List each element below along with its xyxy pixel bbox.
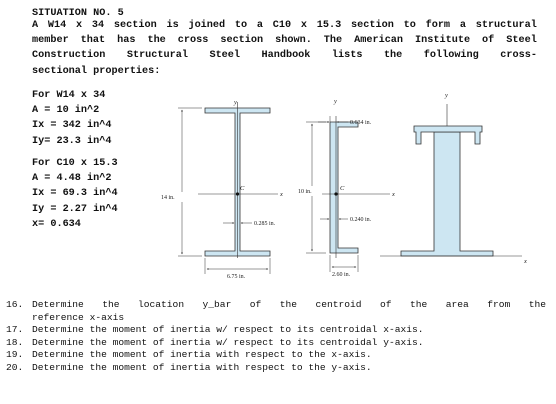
statement-word: section: [220, 35, 264, 47]
question-item: [6, 299, 546, 312]
c10-xbar: x= 0.634: [32, 218, 81, 230]
statement-word: x: [76, 20, 83, 31]
w14-centroid-dot: [236, 192, 239, 195]
statement-word: structural: [475, 20, 537, 31]
w14-properties: [32, 88, 111, 149]
statement-word: Steel: [506, 35, 537, 47]
statement-word: member: [32, 35, 69, 47]
question-number: 16.: [6, 299, 24, 310]
question-number: 20.: [6, 361, 24, 373]
statement-word: American: [354, 35, 404, 47]
c10-xbar-label: 0.634 in.: [350, 120, 372, 126]
question-text: Determine the moment of inertia with respect to the y-axis.: [32, 361, 372, 373]
question-text: Determine the location y_bar of the centroid of the area from the: [32, 299, 546, 310]
statement-word: 15.3: [316, 20, 342, 31]
c10-depth-label: 10 in.: [298, 189, 312, 195]
statement-word: x: [300, 20, 308, 31]
question-number: 19.: [6, 349, 24, 361]
statement-word: has: [117, 35, 136, 47]
statement-line-2: [32, 33, 537, 48]
c10-iy: Iy = 2.27 in^4: [32, 203, 118, 215]
cross-section-figure: [150, 86, 546, 290]
statement-line-1: [32, 18, 537, 33]
statement-word: sectional properties:: [32, 65, 161, 77]
w14-web-label: 0.285 in.: [254, 221, 276, 227]
c10-properties: [32, 156, 118, 232]
statement-word: form: [425, 20, 451, 31]
statement-word: The: [323, 35, 343, 47]
statement-word: Handbook: [261, 50, 311, 62]
c10-web-label: 0.240 in.: [350, 217, 372, 223]
statement-word: 34: [91, 20, 105, 31]
c10-section: [297, 98, 395, 278]
question-number: 17.: [6, 324, 24, 336]
statement-word: A: [32, 20, 39, 31]
c10-ix: Ix = 69.3 in^4: [32, 188, 118, 200]
question-list: [6, 299, 546, 375]
w14-heading: For W14 x 34: [32, 90, 106, 101]
c10-heading: For C10 x 15.3: [32, 158, 118, 169]
w14-iy: Iy= 23.3 in^4: [32, 135, 112, 147]
problem-statement: [32, 18, 537, 79]
w14-x-axis-label: x: [280, 191, 283, 198]
statement-word: C10: [272, 20, 292, 31]
question-text: Determine the moment of inertia with respect to the x-axis.: [32, 349, 372, 361]
w14-depth-label: 14 in.: [161, 195, 175, 201]
w14-y-axis-label: y: [234, 99, 237, 106]
question-item: [6, 337, 546, 350]
statement-word: the: [383, 50, 403, 62]
c10-centroid-dot: [334, 192, 337, 195]
w14-area: A = 10 in^2: [32, 105, 100, 117]
c10-flange-label: 2.60 in.: [332, 272, 351, 278]
statement-line-3: [32, 48, 537, 63]
c10-y-axis-label: y: [334, 98, 337, 105]
statement-word: Institute: [415, 35, 471, 47]
statement-word: section: [113, 20, 157, 31]
statement-word: that: [80, 35, 106, 47]
question-text-continued: reference x-axis: [32, 311, 125, 323]
question-text: Determine the moment of inertia w/ respect to its centroidal x-axis.: [32, 324, 424, 336]
statement-word: to: [234, 20, 248, 31]
statement-word: to: [403, 20, 416, 31]
statement-word: Construction: [32, 50, 106, 62]
situation-title: SITUATION NO. 5: [32, 8, 124, 19]
w14-centroid-label: C: [240, 185, 245, 192]
question-item: [6, 362, 546, 375]
question-number: 18.: [6, 336, 24, 348]
statement-word: shown.: [275, 35, 312, 47]
statement-word: section: [351, 20, 394, 31]
builtup-w-shape: [401, 132, 493, 256]
question-text: Determine the moment of inertia w/ respect to its centroidal y-axis.: [32, 336, 424, 348]
question-item-cont: [6, 312, 546, 325]
c10-area: A = 4.48 in^2: [32, 173, 112, 185]
statement-word: Steel: [209, 50, 241, 62]
statement-word: lists: [331, 50, 363, 62]
builtup-x-axis-label: x: [524, 258, 527, 265]
w14-flange-label: 6.75 in.: [227, 274, 246, 280]
built-up-section: [380, 92, 527, 265]
statement-word: joined: [188, 20, 226, 31]
statement-line-4: [32, 64, 537, 79]
w14-section: [160, 99, 283, 280]
c10-x-axis-label: x: [392, 191, 395, 198]
statement-word: a: [256, 20, 264, 31]
question-item: [6, 349, 546, 362]
statement-word: the: [147, 35, 166, 47]
statement-word: cross-: [500, 50, 537, 62]
statement-word: cross: [177, 35, 209, 47]
statement-word: following: [423, 50, 479, 62]
statement-word: a: [459, 20, 466, 31]
statement-word: is: [166, 20, 179, 31]
builtup-y-axis-label: y: [445, 92, 448, 99]
statement-word: of: [482, 35, 495, 47]
question-item: [6, 324, 546, 337]
w14-ix: Ix = 342 in^4: [32, 120, 112, 132]
statement-word: W14: [47, 20, 67, 31]
c10-centroid-label: C: [340, 185, 345, 192]
statement-word: Structural: [126, 50, 188, 62]
